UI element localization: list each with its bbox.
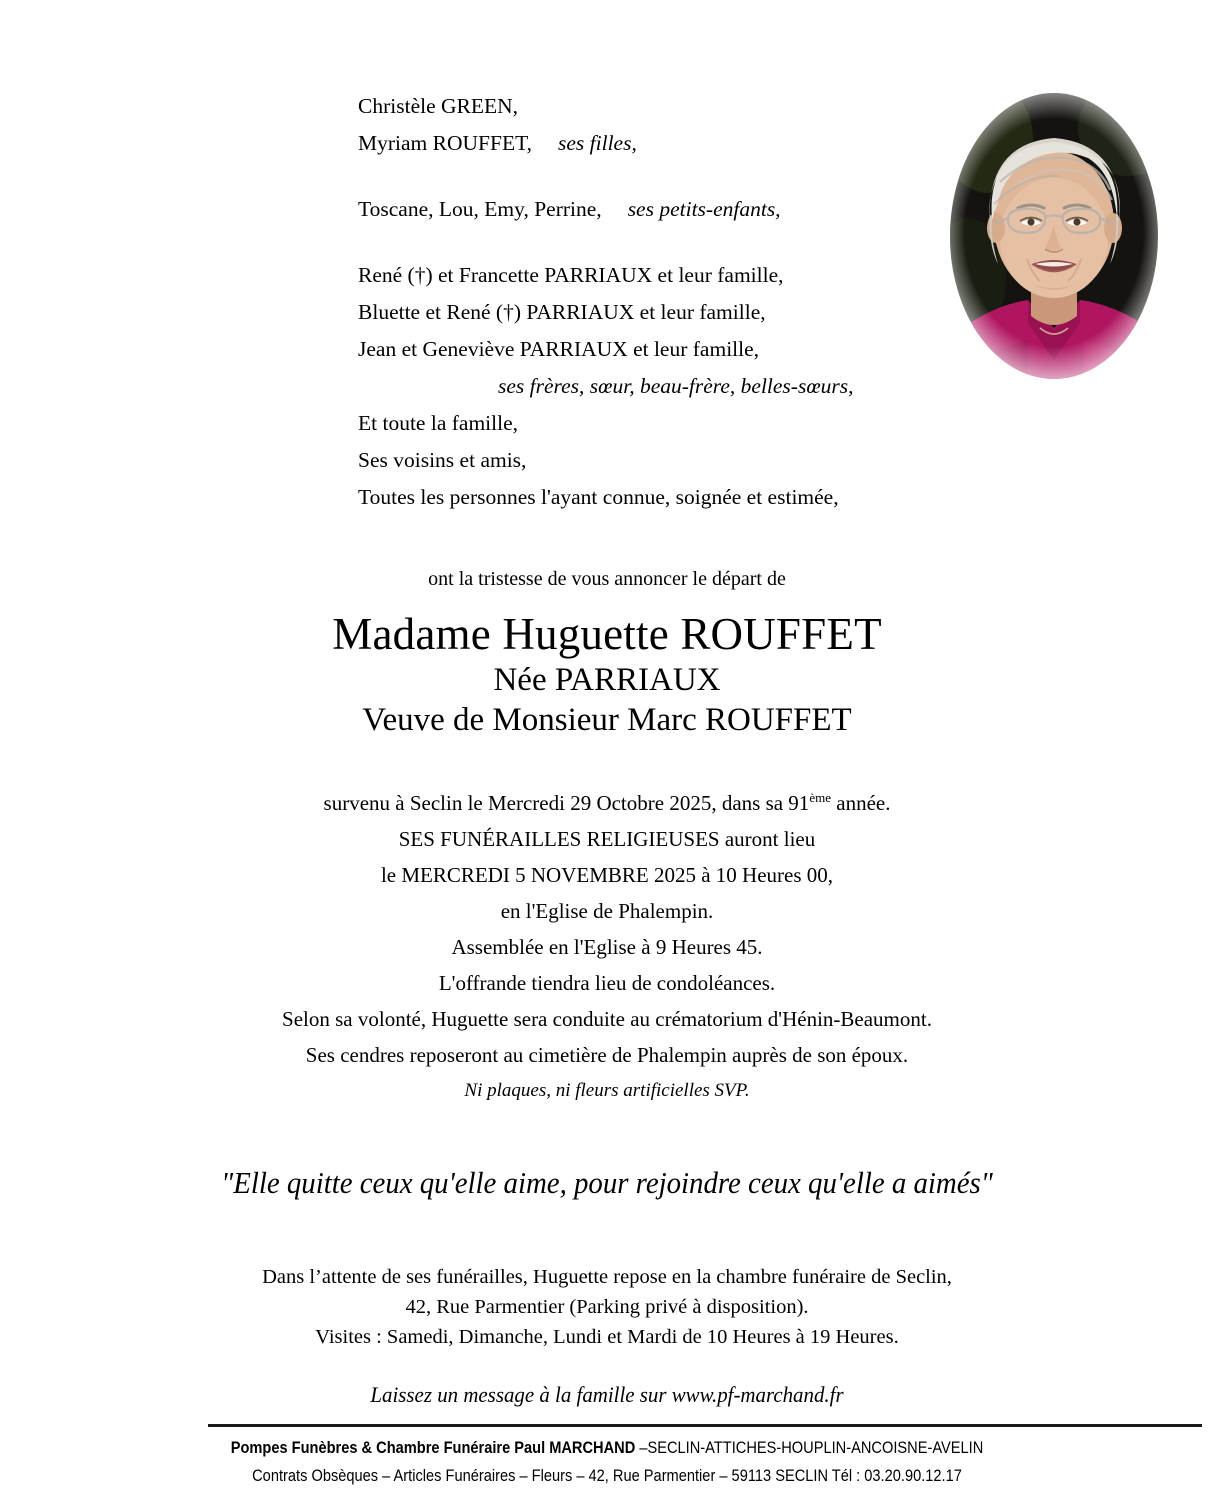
spacer (358, 162, 958, 191)
grandchildren-line (358, 191, 958, 228)
announcement-intro: ont la tristesse de vous annoncer le départ de (428, 568, 786, 590)
service-title: SES FUNÉRAILLES RELIGIEUSES auront lieu (398, 827, 816, 851)
gathering-time: Assemblée en l'Eglise à 9 Heures 45. (451, 935, 763, 959)
age-ordinal-suffix: ème (809, 790, 831, 805)
portrait-photo (928, 78, 1180, 400)
closing-line-1: Dans l’attente de ses funérailles, Huguette repose en la chambre funéraire de Seclin, (262, 1266, 952, 1288)
siblings-line-1: René (†) et Francette PARRIAUX et leur famille, (358, 263, 784, 287)
daughters-line-2 (358, 125, 958, 162)
deceased-widow-of: Veuve de Monsieur Marc ROUFFET (362, 702, 852, 738)
daughters-role-label: ses filles, (558, 131, 637, 155)
leave-message-line[interactable]: Laissez un message à la famille sur www.pf-marchand.fr (370, 1382, 844, 1407)
death-line-prefix: survenu à Seclin le Mercredi 29 Octobre 2025, dans sa 91 (323, 791, 810, 815)
death-line-suffix: année. (831, 791, 891, 815)
footer-company-name: Pompes Funèbres & Chambre Funéraire Paul MARCHAND (230, 1438, 640, 1457)
service-place: en l'Eglise de Phalempin. (500, 899, 714, 923)
footer-company-line (85, 1434, 1129, 1462)
others-line-2: Ses voisins et amis, (358, 448, 527, 472)
flowers-note: Ni plaques, ni fleurs artificielles SVP. (464, 1080, 750, 1101)
others-line-3: Toutes les personnes l'ayant connue, soignée et estimée, (358, 485, 839, 509)
relatives-list (358, 88, 958, 516)
deceased-full-name: Madame Huguette ROUFFET (332, 609, 882, 659)
footer-divider (208, 1424, 1202, 1427)
memorial-quote: "Elle quitte ceux qu'elle aime, pour rejoindre ceux qu'elle a aimés" (221, 1165, 993, 1200)
deceased-maiden-name: Née PARRIAUX (493, 662, 721, 698)
closing-line-3: Visites : Samedi, Dimanche, Lundi et Mardi de 10 Heures à 19 Heures. (315, 1326, 899, 1348)
service-details (0, 785, 1214, 1109)
siblings-role-label: ses frères, sœur, beau-frère, belles-sœurs, (498, 374, 854, 398)
others-line-1: Et toute la famille, (358, 411, 519, 435)
closing-line-2: 42, Rue Parmentier (Parking privé à disposition). (405, 1296, 809, 1318)
daughter-name-2: Myriam ROUFFET, (358, 131, 532, 155)
ashes-note: Ses cendres reposeront au cimetière de Phalempin auprès de son époux. (305, 1043, 909, 1067)
grandchildren-names: Toscane, Lou, Emy, Perrine, (358, 197, 602, 221)
visiting-information (0, 1262, 1214, 1352)
portrait-illustration (928, 78, 1180, 400)
footer-services-line: Contrats Obsèques – Articles Funéraires – Fleurs – 42, Rue Parmentier – 59113 SECLIN Tél : 03.20.90.12.17 (252, 1466, 962, 1485)
siblings-line-2: Bluette et René (†) PARRIAUX et leur famille, (358, 300, 766, 324)
footer-towns: –SECLIN-ATTICHES-HOUPLIN-ANCOISNE-AVELIN (639, 1438, 984, 1457)
deceased-name-block (0, 608, 1214, 740)
service-datetime: le MERCREDI 5 NOVEMBRE 2025 à 10 Heures 00, (380, 863, 834, 887)
death-line (0, 785, 1214, 821)
cremation-note: Selon sa volonté, Huguette sera conduite au crématorium d'Hénin-Beaumont. (282, 1007, 932, 1031)
offering-note: L'offrande tiendra lieu de condoléances. (438, 971, 776, 995)
grandchildren-role-label: ses petits-enfants, (627, 197, 781, 221)
daughter-name-1: Christèle GREEN, (358, 94, 519, 118)
siblings-line-3: Jean et Geneviève PARRIAUX et leur famille, (358, 337, 760, 361)
daughters-line-1 (358, 88, 958, 125)
funeral-home-footer (0, 1434, 1214, 1490)
spacer (358, 228, 958, 257)
